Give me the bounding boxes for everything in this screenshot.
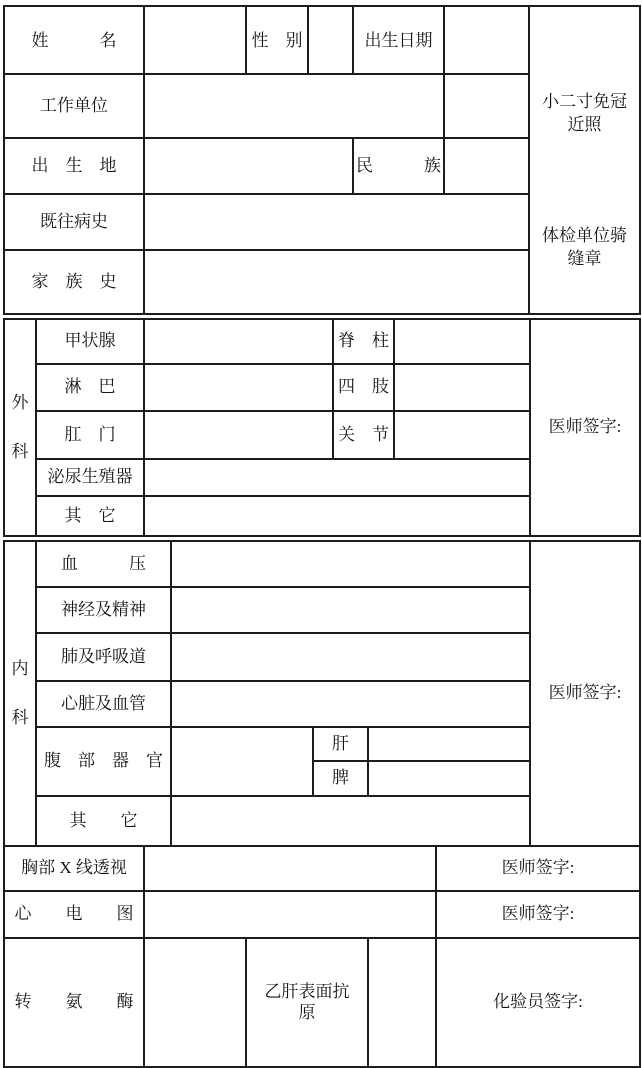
internal-other-label: 其 它 [36,796,171,846]
anus-field[interactable] [144,411,333,459]
transaminase-label: 转 氨 酶 [4,938,144,1067]
ecg-field[interactable] [144,891,436,938]
spleen-label: 脾 [313,761,368,796]
spleen-field[interactable] [368,761,530,796]
transaminase-field[interactable] [144,938,246,1067]
name-label: 姓 名 [4,6,144,74]
workunit-field[interactable] [144,74,444,137]
heart-field[interactable] [171,681,530,727]
joints-field[interactable] [394,411,530,459]
internal-section-table [3,540,641,847]
family-history-label: 家 族 史 [4,250,144,313]
internal-section-label [4,541,36,846]
abdomen-label: 腹 部 器 官 [36,727,171,796]
blood-pressure-field[interactable] [171,541,530,587]
surgery-doctor-signature[interactable]: 医师签字: [530,319,640,536]
limbs-label: 四 肢 [333,364,394,411]
internal-section-label-text: 内 科 [11,658,29,727]
thyroid-label: 甲状腺 [36,319,144,364]
workunit-label: 工作单位 [4,74,144,137]
chest-xray-field[interactable] [144,846,436,891]
hbsag-label [246,938,368,1067]
birthplace-field[interactable] [144,138,353,194]
anus-label: 肛 门 [36,411,144,459]
limbs-field[interactable] [394,364,530,411]
workunit-extra-field[interactable] [444,74,529,137]
blood-pressure-label: 血 压 [36,541,171,587]
internal-doctor-signature[interactable]: 医师签字: [530,541,640,846]
seal-note: 体检单位骑缝章 [542,226,627,268]
ethnicity-label: 民 族 [353,138,444,194]
joints-label: 关 节 [333,411,394,459]
photo-note: 小二寸免冠近照 [542,91,627,134]
urogenital-field[interactable] [144,459,530,496]
liver-label: 肝 [313,727,368,761]
spine-label: 脊 柱 [333,319,394,364]
gender-field[interactable] [308,6,353,74]
thyroid-field[interactable] [144,319,333,364]
nerves-label: 神经及精神 [36,587,171,633]
lungs-label: 肺及呼吸道 [36,633,171,681]
lab-technician-signature[interactable]: 化验员签字: [436,938,640,1067]
name-field[interactable] [144,6,246,74]
abdomen-field[interactable] [171,727,313,796]
xray-doctor-signature[interactable]: 医师签字: [436,846,640,891]
urogenital-label: 泌尿生殖器 [36,459,144,496]
surgery-section-label [4,319,36,536]
past-history-label: 既往病史 [4,194,144,250]
basic-info-table [3,5,641,315]
surgery-section-table [3,318,641,537]
surgery-other-label: 其 它 [36,496,144,536]
lymph-field[interactable] [144,364,333,411]
lungs-field[interactable] [171,633,530,681]
birthdate-label: 出生日期 [353,6,444,74]
internal-other-field[interactable] [171,796,530,846]
birthplace-label: 出 生 地 [4,138,144,194]
lymph-label: 淋 巴 [36,364,144,411]
birthdate-field[interactable] [444,6,529,74]
physical-exam-form [3,5,639,1068]
nerves-field[interactable] [171,587,530,633]
surgery-other-field[interactable] [144,496,530,536]
liver-field[interactable] [368,727,530,761]
ecg-label: 心 电 图 [4,891,144,938]
ecg-doctor-signature[interactable]: 医师签字: [436,891,640,938]
heart-label: 心脏及血管 [36,681,171,727]
spine-field[interactable] [394,319,530,364]
chest-xray-label: 胸部 X 线透视 [4,846,144,891]
past-history-field[interactable] [144,194,529,250]
photo-area [529,6,640,314]
gender-label: 性 别 [246,6,308,74]
hbsag-field[interactable] [368,938,436,1067]
family-history-field[interactable] [144,250,529,313]
surgery-section-label-text: 外 科 [11,392,29,461]
lab-section-table [3,845,641,1068]
hbsag-label-text: 乙肝表面抗原 [264,982,350,1022]
ethnicity-field[interactable] [444,138,529,194]
